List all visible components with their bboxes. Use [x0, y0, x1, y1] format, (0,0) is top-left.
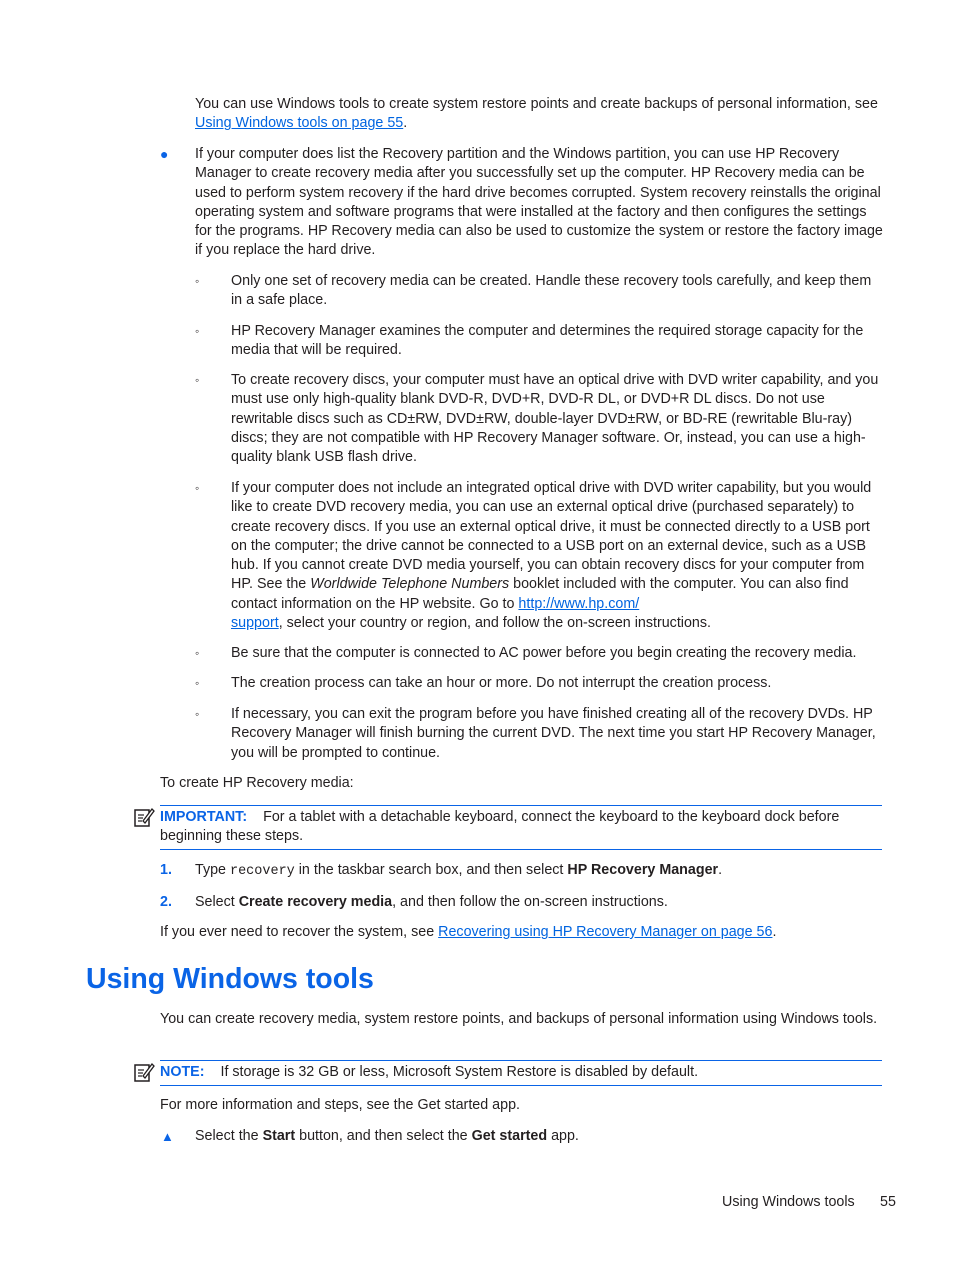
footer-section-name: Using Windows tools [722, 1194, 855, 1210]
sub-item-one-set: Only one set of recovery media can be created. Handle these recovery tools carefully, and keep them in a safe place. [231, 273, 872, 309]
start-button-label: Start [262, 1128, 296, 1144]
sub-marker: ◦ [195, 646, 200, 660]
sub-marker: ◦ [195, 324, 200, 338]
link-using-windows-tools[interactable]: Using Windows tools on page 55 [195, 115, 404, 132]
to-create-heading: To create HP Recovery media: [160, 775, 354, 791]
action-select-start [195, 1127, 885, 1146]
sub-marker: ◦ [195, 373, 200, 387]
recovery-code: recovery [229, 864, 295, 879]
sub-item-storage-capacity: HP Recovery Manager examines the computer and determines the required storage capacity for the media that will be required. [231, 323, 864, 359]
step-number: 2. [160, 894, 172, 910]
note-pencil-icon [133, 1061, 155, 1083]
step1-text-c: . [718, 862, 723, 878]
section-title: Using Windows tools [86, 963, 374, 995]
s4-text-b: booklet included with the computer. You can also find contact information on the HP website. Go to [231, 576, 849, 612]
step-type-recovery [195, 861, 885, 881]
s4-text-c: , select your country or region, and follow the on-screen instructions. [278, 615, 711, 632]
important-callout [160, 808, 882, 847]
note-pencil-icon [133, 806, 155, 828]
bullet-marker: ● [160, 146, 169, 162]
action-text-a: Select the [195, 1128, 263, 1144]
note-top-rule [160, 1060, 882, 1061]
step-number: 1. [160, 862, 172, 878]
recover-text: If you ever need to recover the system, see [160, 924, 439, 940]
important-top-rule [160, 805, 882, 806]
intro-text: You can use Windows tools to create system restore points and create backups of personal information, see [195, 96, 878, 112]
step2-text-b: , and then follow the on-screen instructions. [392, 894, 668, 910]
create-recovery-media-label: Create recovery media [238, 894, 393, 910]
action-text-b: button, and then select the [295, 1128, 472, 1144]
section-body: You can create recovery media, system restore points, and backups of personal information using Windows tools. [160, 1011, 878, 1027]
sub-item-ac-power: Be sure that the computer is connected to AC power before you begin creating the recovery media. [231, 645, 857, 661]
sub-item-external-drive [231, 479, 883, 633]
s4-text-a: If your computer does not include an integrated optical drive with DVD writer capability, but you would like to create DVD recovery media, you can use an external optical drive (purchased separately) to create recovery discs. If you use an external optical drive, it must be connected directly to a USB port on the computer; the drive cannot be connected to a USB port on an external device, such as a USB hub. If you cannot create DVD media yourself, you can obtain recovery discs for your computer from HP. See the [231, 480, 872, 593]
intro-end: . [403, 115, 408, 132]
sub-item-recovery-discs: To create recovery discs, your computer must have an optical drive with DVD writer capability, and you must use only high-quality blank DVD-R, DVD+R, DVD-R DL, or DVD+R DL discs. Do not use rewritable discs such as CD±RW, DVD±RW, double-layer DVD±RW, or BD-RE (rewritable Blu-ray) discs; they are not compatible with HP Recovery Manager software. Or, instead, you can use a high-quality blank USB flash drive. [231, 372, 879, 466]
sub-marker: ◦ [195, 707, 200, 721]
important-bottom-rule [160, 849, 882, 850]
action-text-c: app. [547, 1128, 579, 1144]
sub-marker: ◦ [195, 481, 200, 495]
link-recovering-hp-recovery-manager[interactable]: Recovering using HP Recovery Manager on page 56 [438, 924, 773, 940]
hp-recovery-manager-label: HP Recovery Manager [567, 862, 719, 878]
hp-support-link-cont[interactable]: support [231, 615, 279, 632]
note-callout [160, 1063, 882, 1082]
sub-item-exit-program: If necessary, you can exit the program before you have finished creating all of the recovery DVDs. HP Recovery Manager will finish burning the current DVD. The next time you start HP Recovery Manager, you will be prompted to continue. [231, 706, 876, 761]
triangle-step-icon: ▲ [161, 1129, 174, 1144]
more-info-paragraph: For more information and steps, see the Get started app. [160, 1097, 520, 1113]
step-create-media [195, 893, 885, 912]
step1-text-a: Type [195, 862, 230, 878]
sub-marker: ◦ [195, 274, 200, 288]
footer-page-number: 55 [880, 1194, 896, 1210]
sub-marker: ◦ [195, 676, 200, 690]
note-bottom-rule [160, 1085, 882, 1086]
note-label: NOTE: [160, 1064, 205, 1080]
bullet-recovery-partition: If your computer does list the Recovery partition and the Windows partition, you can use HP Recovery Manager to create recovery media after you successfully set up the computer. HP Recovery media can be used to perform system recovery if the hard drive becomes corrupted. System recovery reinstalls the original operating system and software programs that were installed at the factory and then configures the settings for the programs. HP Recovery media can also be used to customize the system or restore the factory image if you replace the hard drive. [195, 146, 883, 259]
sub-item-creation-time: The creation process can take an hour or more. Do not interrupt the creation process. [231, 675, 772, 691]
worldwide-telephone-numbers: Worldwide Telephone Numbers [310, 576, 510, 593]
note-text: If storage is 32 GB or less, Microsoft System Restore is disabled by default. [220, 1064, 699, 1080]
important-text: For a tablet with a detachable keyboard, connect the keyboard to the keyboard dock before beginning these steps. [160, 809, 840, 845]
recover-paragraph [160, 923, 885, 942]
hp-support-link[interactable]: http://www.hp.com/ [518, 595, 640, 612]
step1-text-b: in the taskbar search box, and then select [294, 862, 568, 878]
intro-paragraph [195, 95, 885, 134]
recover-end: . [772, 924, 777, 940]
important-label: IMPORTANT: [160, 809, 248, 825]
get-started-label: Get started [471, 1128, 548, 1144]
step2-text-a: Select [195, 894, 239, 910]
